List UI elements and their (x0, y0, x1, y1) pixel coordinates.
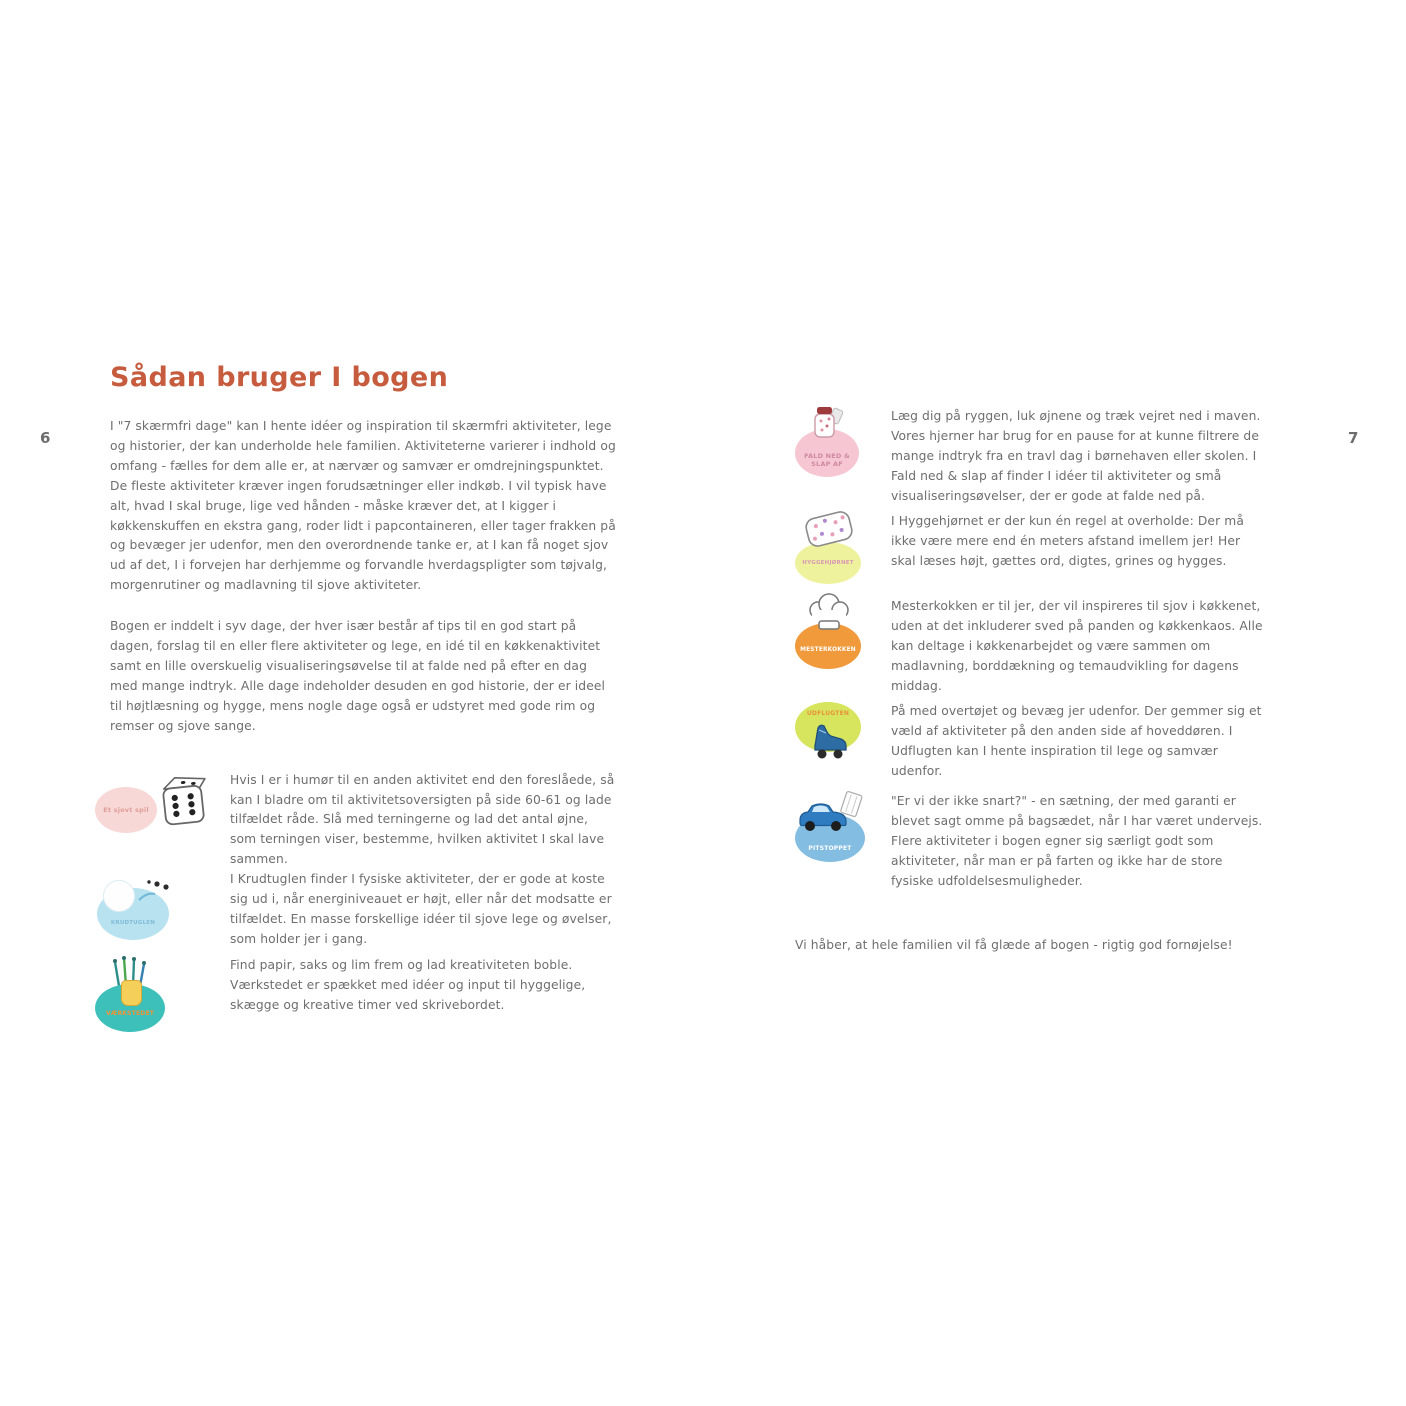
workshop-pencils-icon-label: VÆRKSTEDET (105, 1010, 155, 1018)
intro-paragraph-2: Bogen er inddelt i syv dage, der hver især består af tips til en god start på dagen, forslag til en eller flere aktiviteter og lege, en idé til en køkkenaktivitet samt en lille overskuelig visualiseringsøvelse til at falde ned på efter en dag med mange indtryk. Alle dage indeholder desuden en god historie, der er ideel til højtlæsning og hygge, mens nogle dage også er udstyret med gode rim og remser og sjove sange. (110, 619, 606, 733)
game-badge-label: Et sjovt spil (103, 805, 149, 814)
dice-icon (155, 771, 213, 833)
pillow-icon-label: HYGGEHJØRNET (802, 559, 854, 566)
list-item (795, 597, 1265, 702)
game-badge (95, 787, 157, 833)
item-text: Læg dig på ryggen, luk øjnene og træk vejret ned i maven. Vores hjerner har brug for en pause for at kunne filtrere de mange indtryk fra en travl dag i børnehaven eller skolen. I Fald ned & slap af finder I idéer til aktiviteter og små visualiseringsøvelser, der er gode at falde ned på. (891, 409, 1261, 503)
list-item (95, 771, 616, 871)
item-text: Mesterkokken er til jer, der vil inspireres til sjov i køkkenet, uden at det inkluderer sved på panden og køkkenkaos. Alle kan deltage i køkkenarbejdet og være sammen om madlavning, borddækning og temaudvikling for dagens middag. (891, 599, 1263, 693)
list-item (95, 956, 616, 1046)
closing-line: Vi håber, at hele familien vil få glæde af bogen - rigtig god fornøjelse! (795, 937, 1233, 952)
page-number-left: 6 (40, 429, 51, 447)
right-page (795, 407, 1265, 968)
item-text: I Krudtuglen finder I fysiske aktiviteter, der er gode at koste sig ud i, når energiniveauet er højt, eller når det modsatte er tilfældet. En masse forskellige idéer til sjove lege og øvelser, som holder jer i gang. (230, 872, 612, 946)
item-text: Find papir, saks og lim frem og lad kreativiteten boble. Værkstedet er spækket med idéer og input til hyggelige, skægge og kreative timer ved skrivebordet. (230, 958, 586, 1012)
list-item (795, 702, 1265, 792)
firecracker-icon-label: KRUDTUGLEN (110, 919, 156, 926)
item-text: Hvis I er i humør til en anden aktivitet end den foreslåede, så kan I bladre om til aktivitetsoversigten på side 60-61 og lade tilfældet råde. Slå med terningerne og lad det antal øjne, som terningen viser, bestemme, hvilken aktivitet I skal lave sammen. (230, 772, 615, 867)
list-item (795, 512, 1265, 597)
left-page (95, 362, 616, 1046)
car-icon-label: PITSTOPPET (808, 844, 852, 852)
list-item (795, 407, 1265, 512)
item-text: I Hyggehjørnet er der kun én regel at overholde: Der må ikke være mere end én meters afstand imellem jer! Her skal læses højt, gættes ord, digtes, grines og hygges. (891, 514, 1244, 568)
chef-hat-icon-label: MESTERKOKKEN (800, 647, 856, 654)
list-item (95, 870, 616, 956)
intro-paragraph-1: I "7 skærmfri dage" kan I hente idéer og inspiration til skærmfri aktiviteter, lege og historier, der kan underholde hele familien. Aktiviteterne varierer i indhold og omfang - fælles for dem alle er, at nærvær og samvær er omdrejningspunktet. De fleste aktiviteter kræver ingen forudsætninger eller indkøb. I vil typisk have alt, hvad I skal bruge, lige ved hånden - måske kræver det, at I kigger i køkkenskuffen en ekstra gang, roder lidt i papcontaineren, eller tager frakken på og bevæger jer udenfor, men den overordnende tanke er, at I kan få noget sjov ud af det, I i forvejen har derhjemme og forvandle hverdagspligter som tøjvalg, morgenrutiner og madlavning til sjove aktiviteter. (110, 419, 616, 593)
glitter-jar-icon-label: FALD NED & SLAP AF (804, 451, 850, 468)
page-number-right: 7 (1348, 429, 1359, 447)
page-title: Sådan bruger I bogen (110, 362, 449, 393)
item-text: På med overtøjet og bevæg jer udenfor. Der gemmer sig et væld af aktiviteter på den anden side af hoveddøren. I Udflugten kan I hente inspiration til lege og samvær udenfor. (891, 704, 1262, 778)
list-item (795, 792, 1265, 892)
item-text: "Er vi der ikke snart?" - en sætning, der med garanti er blevet sagt omme på bagsædet, når I har været undervejs. Flere aktiviteter i bogen egner sig særligt godt som aktiviteter, når man er på farten og ikke har de store fysiske udfoldelsesmuligheder. (891, 794, 1263, 888)
roller-skate-icon-label: UDFLUGTEN (806, 710, 850, 717)
